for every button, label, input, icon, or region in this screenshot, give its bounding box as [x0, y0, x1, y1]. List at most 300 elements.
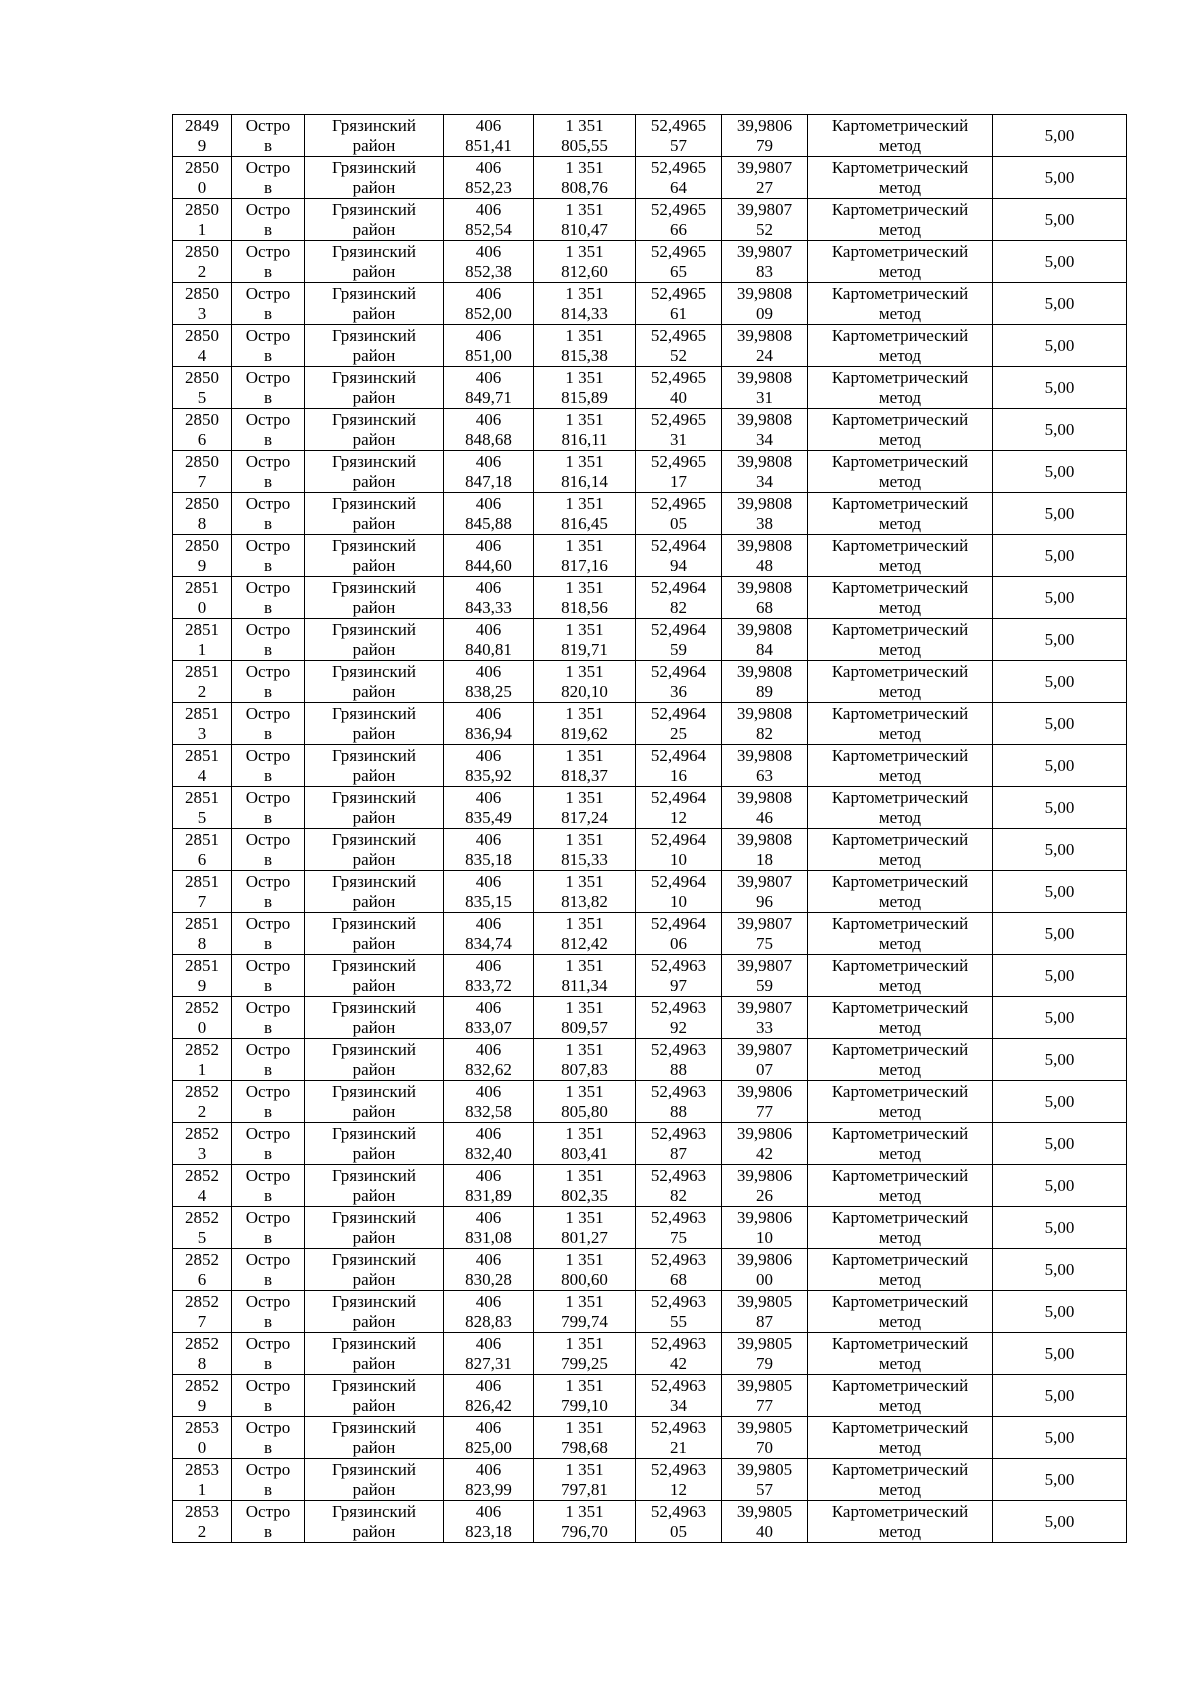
cell-text: 817,16 [561, 555, 608, 575]
cell-text: 2852 [185, 1165, 219, 1185]
cell-text: Остро [245, 1375, 291, 1395]
y-coordinate-cell [534, 1501, 636, 1543]
x-coordinate-cell [444, 1123, 534, 1165]
cell-text: 852,54 [465, 219, 512, 239]
x-coordinate-cell [444, 493, 534, 535]
cell-text: Грязинский [332, 241, 416, 261]
cell-text: Остро [245, 535, 291, 555]
cell-text: Грязинский [332, 1081, 416, 1101]
place-cell [232, 157, 305, 199]
method-cell [808, 115, 993, 157]
cell-text: 807,83 [561, 1059, 608, 1079]
table-row [173, 241, 1127, 283]
cell-text: 1 351 [565, 1165, 604, 1185]
cell-text: в [263, 513, 273, 533]
cell-text: Грязинский [332, 955, 416, 975]
cell-text: 805,80 [561, 1101, 608, 1121]
cell-text: 1 351 [565, 829, 604, 849]
cell-text: 31 [756, 387, 773, 407]
cell-text: в [263, 1311, 273, 1331]
cell-text: Грязинский [332, 199, 416, 219]
point-number-cell [173, 283, 232, 325]
cell-text: 65 [670, 261, 687, 281]
x-coordinate-cell [444, 745, 534, 787]
accuracy-cell [993, 199, 1127, 241]
cell-text: 39,9808 [736, 619, 793, 639]
district-cell [305, 1249, 444, 1291]
cell-text: 52,4964 [650, 703, 707, 723]
cell-text: район [352, 1395, 396, 1415]
x-coordinate-cell [444, 367, 534, 409]
cell-text: район [352, 933, 396, 953]
cell-text: 5,00 [1044, 125, 1075, 145]
cell-text: Грязинский [332, 871, 416, 891]
cell-text: 1 351 [565, 1375, 604, 1395]
cell-text: 39,9805 [736, 1375, 793, 1395]
x-coordinate-cell [444, 409, 534, 451]
table-row [173, 325, 1127, 367]
table-row [173, 661, 1127, 703]
accuracy-cell [993, 1039, 1127, 1081]
latitude-cell [636, 577, 722, 619]
latitude-cell [636, 1207, 722, 1249]
cell-text: 832,40 [465, 1143, 512, 1163]
accuracy-cell [993, 1417, 1127, 1459]
cell-text: 406 [475, 409, 502, 429]
accuracy-cell [993, 1249, 1127, 1291]
cell-text: 39,9806 [736, 1207, 793, 1227]
point-number-cell [173, 241, 232, 283]
cell-text: 833,72 [465, 975, 512, 995]
cell-text: в [263, 1059, 273, 1079]
cell-text: 1 351 [565, 1417, 604, 1437]
cell-text: метод [878, 765, 922, 785]
district-cell [305, 115, 444, 157]
cell-text: 406 [475, 283, 502, 303]
cell-text: Остро [245, 1207, 291, 1227]
cell-text: 4 [197, 345, 207, 365]
cell-text: Остро [245, 703, 291, 723]
cell-text: метод [878, 429, 922, 449]
longitude-cell [722, 1375, 808, 1417]
cell-text: 2850 [185, 535, 219, 555]
point-number-cell [173, 1333, 232, 1375]
cell-text: 1 351 [565, 1459, 604, 1479]
cell-text: 5,00 [1044, 377, 1075, 397]
cell-text: район [352, 1269, 396, 1289]
cell-text: 39,9805 [736, 1291, 793, 1311]
longitude-cell [722, 871, 808, 913]
cell-text: 406 [475, 829, 502, 849]
cell-text: 52,4965 [650, 325, 707, 345]
cell-text: 816,45 [561, 513, 608, 533]
cell-text: 2852 [185, 997, 219, 1017]
cell-text: Картометрический [831, 619, 969, 639]
cell-text: 2852 [185, 1207, 219, 1227]
cell-text: 89 [756, 681, 773, 701]
cell-text: 816,11 [561, 429, 608, 449]
cell-text: Грязинский [332, 493, 416, 513]
district-cell [305, 1291, 444, 1333]
cell-text: 05 [670, 513, 687, 533]
accuracy-cell [993, 1207, 1127, 1249]
cell-text: метод [878, 1479, 922, 1499]
cell-text: 0 [197, 177, 207, 197]
point-number-cell [173, 787, 232, 829]
cell-text: Остро [245, 955, 291, 975]
cell-text: 825,00 [465, 1437, 512, 1457]
cell-text: Картометрический [831, 1039, 969, 1059]
district-cell [305, 535, 444, 577]
place-cell [232, 1291, 305, 1333]
method-cell [808, 787, 993, 829]
point-number-cell [173, 1165, 232, 1207]
cell-text: Грязинский [332, 1207, 416, 1227]
cell-text: 00 [756, 1269, 773, 1289]
cell-text: 406 [475, 1165, 502, 1185]
cell-text: 2850 [185, 283, 219, 303]
place-cell [232, 1249, 305, 1291]
cell-text: 834,74 [465, 933, 512, 953]
longitude-cell [722, 745, 808, 787]
cell-text: 88 [670, 1059, 687, 1079]
y-coordinate-cell [534, 871, 636, 913]
cell-text: 406 [475, 661, 502, 681]
table-row [173, 619, 1127, 661]
latitude-cell [636, 745, 722, 787]
cell-text: 2852 [185, 1249, 219, 1269]
x-coordinate-cell [444, 1333, 534, 1375]
accuracy-cell [993, 1501, 1127, 1543]
cell-text: в [263, 261, 273, 281]
cell-text: 406 [475, 535, 502, 555]
place-cell [232, 913, 305, 955]
table-row [173, 115, 1127, 157]
cell-text: 406 [475, 367, 502, 387]
cell-text: 845,88 [465, 513, 512, 533]
cell-text: в [263, 1227, 273, 1247]
point-number-cell [173, 451, 232, 493]
cell-text: 52 [670, 345, 687, 365]
accuracy-cell [993, 661, 1127, 703]
cell-text: 849,71 [465, 387, 512, 407]
cell-text: 2851 [185, 661, 219, 681]
point-number-cell [173, 871, 232, 913]
cell-text: метод [878, 1353, 922, 1373]
latitude-cell [636, 493, 722, 535]
cell-text: 851,00 [465, 345, 512, 365]
cell-text: 4 [197, 765, 207, 785]
cell-text: в [263, 807, 273, 827]
cell-text: 5 [197, 387, 207, 407]
point-number-cell [173, 703, 232, 745]
y-coordinate-cell [534, 535, 636, 577]
cell-text: 34 [756, 471, 773, 491]
cell-text: Картометрический [831, 997, 969, 1017]
cell-text: Картометрический [831, 451, 969, 471]
cell-text: 406 [475, 955, 502, 975]
cell-text: 8 [197, 1353, 207, 1373]
cell-text: Грязинский [332, 1333, 416, 1353]
cell-text: 12 [670, 1479, 687, 1499]
accuracy-cell [993, 955, 1127, 997]
method-cell [808, 619, 993, 661]
cell-text: 817,24 [561, 807, 608, 827]
method-cell [808, 1333, 993, 1375]
x-coordinate-cell [444, 451, 534, 493]
cell-text: 52,4963 [650, 1123, 707, 1143]
cell-text: метод [878, 261, 922, 281]
cell-text: в [263, 177, 273, 197]
cell-text: Остро [245, 1081, 291, 1101]
cell-text: район [352, 807, 396, 827]
cell-text: 09 [756, 303, 773, 323]
cell-text: Остро [245, 325, 291, 345]
cell-text: 1 [197, 1059, 207, 1079]
cell-text: 1 351 [565, 955, 604, 975]
cell-text: 39,9807 [736, 157, 793, 177]
cell-text: 52,4965 [650, 115, 707, 135]
longitude-cell [722, 535, 808, 577]
cell-text: Грязинский [332, 661, 416, 681]
cell-text: 2850 [185, 199, 219, 219]
cell-text: 5,00 [1044, 797, 1075, 817]
y-coordinate-cell [534, 409, 636, 451]
method-cell [808, 283, 993, 325]
table-row [173, 871, 1127, 913]
district-cell [305, 703, 444, 745]
cell-text: 27 [756, 177, 773, 197]
cell-text: 406 [475, 1207, 502, 1227]
method-cell [808, 661, 993, 703]
cell-text: 42 [756, 1143, 773, 1163]
cell-text: метод [878, 933, 922, 953]
cell-text: 1 351 [565, 1501, 604, 1521]
cell-text: 406 [475, 787, 502, 807]
cell-text: 1 351 [565, 199, 604, 219]
longitude-cell [722, 1081, 808, 1123]
cell-text: 5 [197, 807, 207, 827]
cell-text: Грязинский [332, 829, 416, 849]
y-coordinate-cell [534, 325, 636, 367]
cell-text: 2851 [185, 913, 219, 933]
cell-text: Грязинский [332, 787, 416, 807]
district-cell [305, 157, 444, 199]
latitude-cell [636, 283, 722, 325]
cell-text: 5,00 [1044, 839, 1075, 859]
cell-text: 835,15 [465, 891, 512, 911]
longitude-cell [722, 997, 808, 1039]
cell-text: район [352, 1479, 396, 1499]
cell-text: Остро [245, 493, 291, 513]
cell-text: 5,00 [1044, 1343, 1075, 1363]
y-coordinate-cell [534, 913, 636, 955]
cell-text: в [263, 219, 273, 239]
district-cell [305, 661, 444, 703]
cell-text: Картометрический [831, 913, 969, 933]
cell-text: Остро [245, 1039, 291, 1059]
point-number-cell [173, 535, 232, 577]
district-cell [305, 997, 444, 1039]
table-row [173, 1333, 1127, 1375]
cell-text: в [263, 1143, 273, 1163]
latitude-cell [636, 1333, 722, 1375]
cell-text: Картометрический [831, 871, 969, 891]
cell-text: район [352, 177, 396, 197]
cell-text: 24 [756, 345, 773, 365]
cell-text: 809,57 [561, 1017, 608, 1037]
cell-text: 52,4965 [650, 241, 707, 261]
cell-text: 406 [475, 1459, 502, 1479]
y-coordinate-cell [534, 1417, 636, 1459]
district-cell [305, 241, 444, 283]
cell-text: район [352, 1311, 396, 1331]
cell-text: 5,00 [1044, 419, 1075, 439]
cell-text: 66 [670, 219, 687, 239]
cell-text: в [263, 303, 273, 323]
latitude-cell [636, 787, 722, 829]
cell-text: 5,00 [1044, 1007, 1075, 1027]
cell-text: 844,60 [465, 555, 512, 575]
cell-text: 832,62 [465, 1059, 512, 1079]
method-cell [808, 1039, 993, 1081]
cell-text: 1 351 [565, 493, 604, 513]
cell-text: метод [878, 1017, 922, 1037]
cell-text: 816,14 [561, 471, 608, 491]
cell-text: Картометрический [831, 1291, 969, 1311]
cell-text: 1 351 [565, 619, 604, 639]
cell-text: 852,23 [465, 177, 512, 197]
cell-text: 84 [756, 639, 773, 659]
cell-text: 1 351 [565, 325, 604, 345]
cell-text: 68 [670, 1269, 687, 1289]
x-coordinate-cell [444, 1207, 534, 1249]
y-coordinate-cell [534, 1249, 636, 1291]
cell-text: 52,4964 [650, 913, 707, 933]
cell-text: район [352, 1437, 396, 1457]
cell-text: 5,00 [1044, 1469, 1075, 1489]
table-row [173, 1039, 1127, 1081]
cell-text: 5,00 [1044, 587, 1075, 607]
longitude-cell [722, 1501, 808, 1543]
cell-text: 52,4963 [650, 1207, 707, 1227]
place-cell [232, 283, 305, 325]
longitude-cell [722, 157, 808, 199]
y-coordinate-cell [534, 1123, 636, 1165]
cell-text: 2852 [185, 1291, 219, 1311]
cell-text: 812,42 [561, 933, 608, 953]
cell-text: 406 [475, 451, 502, 471]
point-number-cell [173, 1039, 232, 1081]
cell-text: Остро [245, 241, 291, 261]
longitude-cell [722, 1039, 808, 1081]
cell-text: 826,42 [465, 1395, 512, 1415]
cell-text: 88 [670, 1101, 687, 1121]
cell-text: 39,9806 [736, 1249, 793, 1269]
cell-text: Остро [245, 745, 291, 765]
latitude-cell [636, 1417, 722, 1459]
cell-text: метод [878, 1185, 922, 1205]
place-cell [232, 409, 305, 451]
cell-text: 1 [197, 1479, 207, 1499]
cell-text: 39,9808 [736, 829, 793, 849]
cell-text: Остро [245, 115, 291, 135]
cell-text: Грязинский [332, 535, 416, 555]
cell-text: 1 351 [565, 1207, 604, 1227]
cell-text: 52,4964 [650, 787, 707, 807]
place-cell [232, 493, 305, 535]
cell-text: 830,28 [465, 1269, 512, 1289]
cell-text: в [263, 765, 273, 785]
cell-text: 42 [670, 1353, 687, 1373]
cell-text: район [352, 303, 396, 323]
latitude-cell [636, 409, 722, 451]
longitude-cell [722, 955, 808, 997]
cell-text: район [352, 975, 396, 995]
cell-text: 851,41 [465, 135, 512, 155]
y-coordinate-cell [534, 577, 636, 619]
cell-text: метод [878, 891, 922, 911]
cell-text: 2850 [185, 367, 219, 387]
cell-text: Грязинский [332, 1417, 416, 1437]
cell-text: 5 [197, 1227, 207, 1247]
cell-text: 797,81 [561, 1479, 608, 1499]
cell-text: 406 [475, 997, 502, 1017]
x-coordinate-cell [444, 1249, 534, 1291]
cell-text: в [263, 135, 273, 155]
cell-text: Остро [245, 199, 291, 219]
cell-text: 5,00 [1044, 671, 1075, 691]
table-row [173, 1375, 1127, 1417]
point-number-cell [173, 1207, 232, 1249]
cell-text: 79 [756, 1353, 773, 1373]
y-coordinate-cell [534, 1333, 636, 1375]
method-cell [808, 1123, 993, 1165]
cell-text: Картометрический [831, 1417, 969, 1437]
cell-text: Грязинский [332, 157, 416, 177]
point-number-cell [173, 1123, 232, 1165]
accuracy-cell [993, 157, 1127, 199]
longitude-cell [722, 703, 808, 745]
method-cell [808, 1459, 993, 1501]
cell-text: 48 [756, 555, 773, 575]
cell-text: 52,4963 [650, 1375, 707, 1395]
coordinates-table [172, 114, 1127, 1543]
cell-text: 40 [756, 1521, 773, 1541]
latitude-cell [636, 661, 722, 703]
cell-text: Грязинский [332, 1459, 416, 1479]
cell-text: метод [878, 807, 922, 827]
latitude-cell [636, 451, 722, 493]
longitude-cell [722, 619, 808, 661]
cell-text: 52,4963 [650, 1417, 707, 1437]
method-cell [808, 1081, 993, 1123]
point-number-cell [173, 199, 232, 241]
place-cell [232, 1123, 305, 1165]
cell-text: 39,9808 [736, 283, 793, 303]
accuracy-cell [993, 1081, 1127, 1123]
latitude-cell [636, 1459, 722, 1501]
cell-text: Грязинский [332, 1291, 416, 1311]
cell-text: Остро [245, 871, 291, 891]
cell-text: Картометрический [831, 955, 969, 975]
cell-text: 0 [197, 1017, 207, 1037]
longitude-cell [722, 913, 808, 955]
cell-text: 406 [475, 745, 502, 765]
cell-text: 2850 [185, 409, 219, 429]
cell-text: 10 [756, 1227, 773, 1247]
cell-text: район [352, 765, 396, 785]
